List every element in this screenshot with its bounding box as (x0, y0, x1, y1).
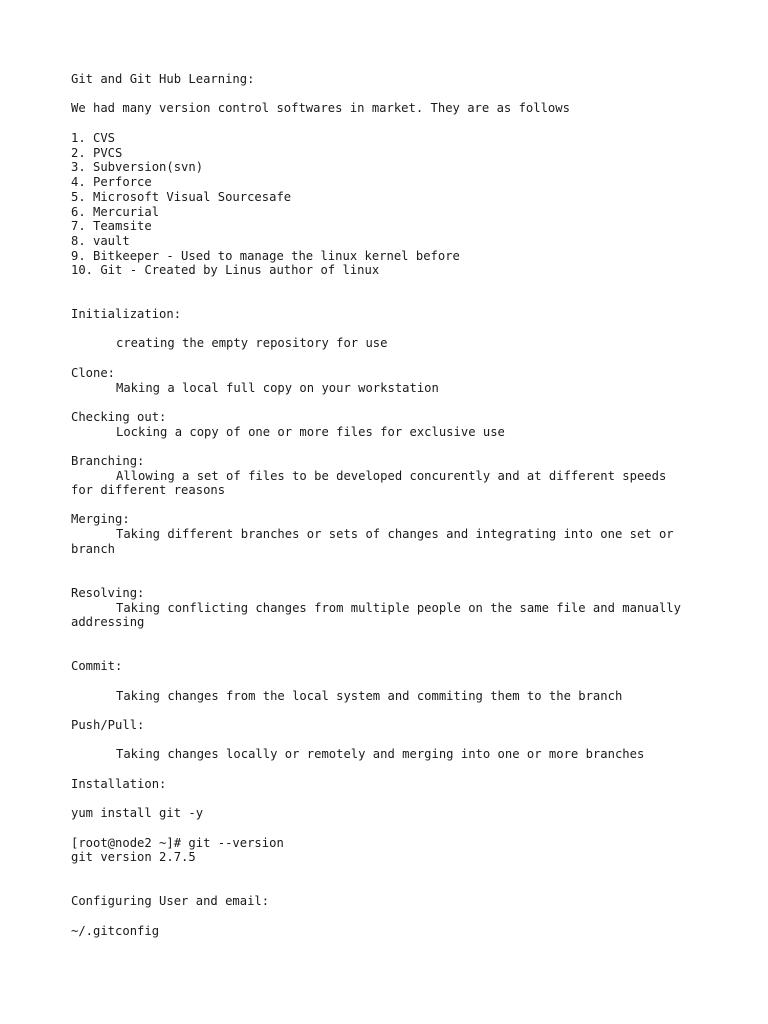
intro-text: We had many version control softwares in market. They are as follows (71, 101, 570, 115)
checking-out-desc: Locking a copy of one or more files for exclusive use (116, 424, 505, 439)
list-item: 4. Perforce (71, 175, 152, 190)
doc-title: Git and Git Hub Learning: (71, 72, 255, 86)
resolving-desc: Taking conflicting changes from multiple people on the same file and manually (116, 600, 681, 615)
branching-heading: Branching: (71, 454, 145, 468)
commit-desc: Taking changes from the local system and commiting them to the branch (116, 688, 623, 703)
list-item: 5. Microsoft Visual Sourcesafe (71, 189, 292, 204)
list-item: 7. Teamsite (71, 219, 152, 234)
install-command: yum install git -y (71, 806, 204, 820)
list-item: 3. Subversion(svn) (71, 160, 204, 175)
gitconfig-path: ~/.gitconfig (71, 923, 160, 938)
clone-desc: Making a local full copy on your workstation (116, 380, 439, 395)
resolving-desc-cont: addressing (71, 615, 145, 630)
initialization-heading: Initialization: (71, 307, 182, 321)
list-item: 9. Bitkeeper - Used to manage the linux kernel before (71, 248, 460, 263)
list-item: 8. vault (71, 233, 130, 248)
list-item: 1. CVS (71, 131, 116, 145)
version-command: [root@node2 ~]# git --version (71, 835, 284, 850)
list-item: 6. Mercurial (71, 204, 160, 219)
branching-desc: Allowing a set of files to be developed concurently and at different speeds (116, 468, 667, 483)
installation-heading: Installation: (71, 776, 167, 791)
list-item: 10. Git - Created by Linus author of linux (71, 263, 380, 278)
commit-heading: Commit: (71, 659, 123, 673)
merging-desc-cont: branch (71, 541, 116, 556)
merging-desc: Taking different branches or sets of changes and integrating into one set or (116, 527, 674, 541)
initialization-desc: creating the empty repository for use (116, 336, 388, 350)
merging-heading: Merging: (71, 512, 130, 526)
push-pull-desc: Taking changes locally or remotely and merging into one or more branches (116, 747, 645, 761)
clone-heading: Clone: (71, 366, 116, 380)
push-pull-heading: Push/Pull: (71, 717, 145, 732)
resolving-heading: Resolving: (71, 585, 145, 600)
checking-out-heading: Checking out: (71, 410, 167, 424)
config-heading: Configuring User and email: (71, 894, 270, 908)
list-item: 2. PVCS (71, 145, 123, 160)
branching-desc-cont: for different reasons (71, 483, 226, 498)
version-output: git version 2.7.5 (71, 850, 196, 865)
